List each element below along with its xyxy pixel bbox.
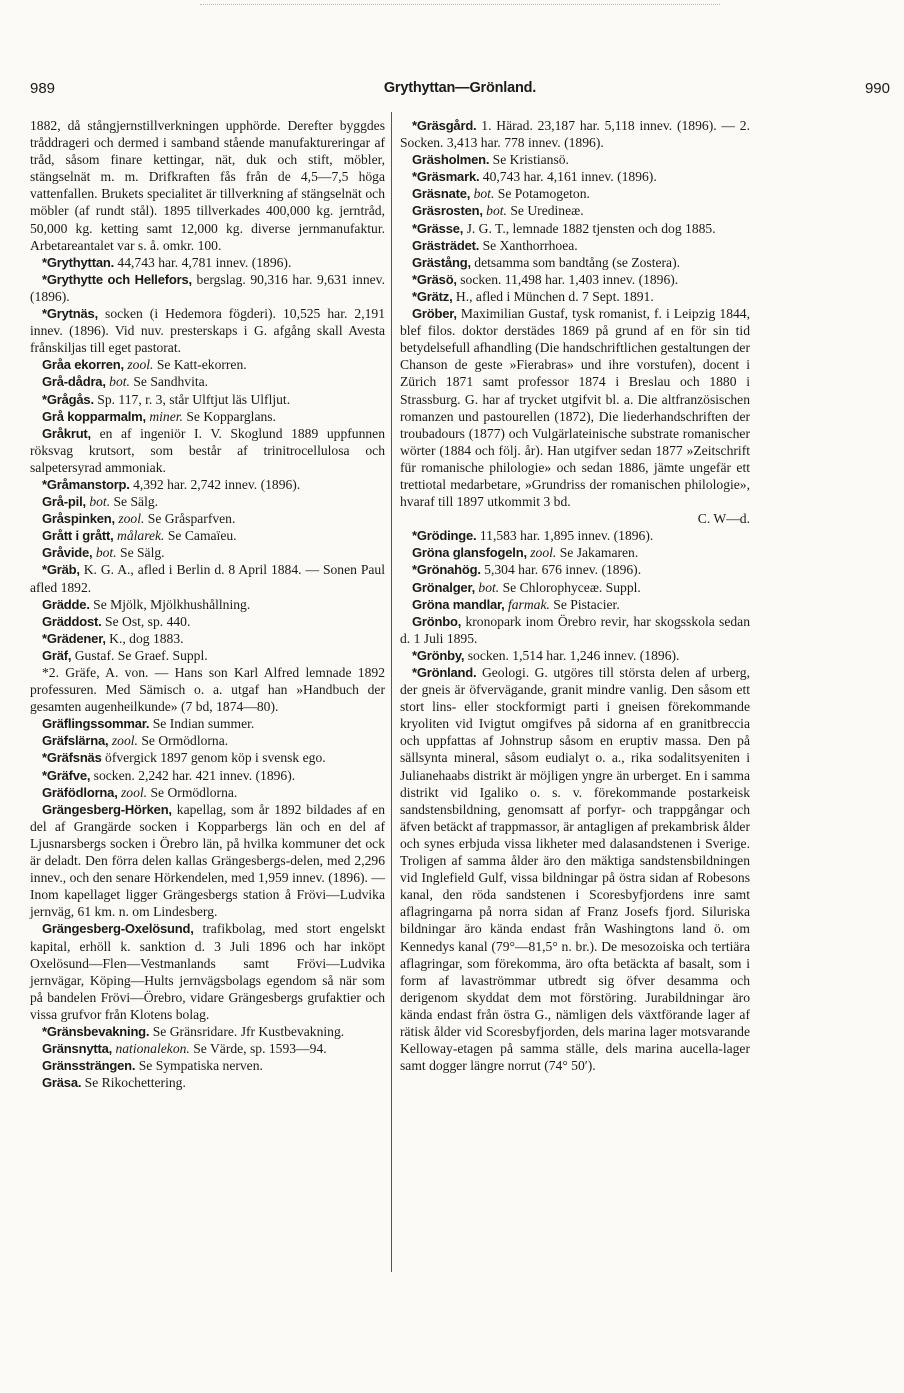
entry-headword: *Gräb, bbox=[42, 562, 80, 578]
dictionary-entry bbox=[30, 784, 385, 801]
entry-text: 5,304 har. 676 innev. (1896). bbox=[480, 562, 642, 578]
left-column bbox=[30, 117, 385, 1091]
entry-headword: Gröber, bbox=[412, 306, 457, 322]
scan-edge-artifact bbox=[200, 4, 720, 5]
entry-headword: *Gråmanstorp. bbox=[42, 476, 130, 492]
entry-headword: Grå-dådra, bbox=[42, 374, 106, 390]
dictionary-entry bbox=[30, 544, 385, 561]
entry-headword: Grönbo, bbox=[412, 613, 462, 629]
entry-headword: Gröna mandlar, bbox=[412, 596, 505, 612]
entry-text: *2. Gräfe, A. von. — Hans son Karl Alfred lemnade 1892 professuren. Med Sämisch o. a. utgaf han »Handbuch der gesamten augenheilkunde» (7 bd, 1874—80). bbox=[30, 665, 385, 715]
entry-field-label: bot. bbox=[482, 203, 507, 219]
dictionary-entry bbox=[400, 237, 750, 254]
entry-headword: Gröna glansfogeln, bbox=[412, 545, 527, 561]
entry-headword: *Grönland. bbox=[412, 665, 477, 680]
entry-headword: Gråvide, bbox=[42, 545, 93, 561]
entry-text: 4,392 har. 2,742 innev. (1896). bbox=[129, 476, 301, 492]
dictionary-entry bbox=[30, 117, 385, 254]
dictionary-entry bbox=[30, 391, 385, 408]
dictionary-entry bbox=[30, 493, 385, 510]
entry-field-label: bot. bbox=[105, 374, 130, 390]
entry-headword: Gräfslärna, bbox=[42, 733, 109, 749]
dictionary-entry bbox=[400, 647, 750, 664]
dictionary-entry bbox=[30, 920, 385, 1023]
dictionary-entry bbox=[30, 1040, 385, 1057]
dictionary-entry bbox=[30, 1057, 385, 1074]
dictionary-entry bbox=[30, 647, 385, 664]
author-signature: C. W—d. bbox=[697, 511, 750, 527]
entry-headword: Gräf, bbox=[42, 647, 72, 663]
entry-field-label: målarek. bbox=[113, 528, 165, 544]
entry-headword: Gräsnate, bbox=[412, 186, 471, 202]
entry-headword: *Gräfve, bbox=[42, 767, 91, 783]
dictionary-entry bbox=[400, 579, 750, 596]
entry-headword: *Grässe, bbox=[412, 220, 464, 236]
entry-headword: Grönalger, bbox=[412, 579, 476, 595]
entry-headword: Grått i grått, bbox=[42, 528, 114, 544]
entry-text: Se Gråsparfven. bbox=[144, 511, 236, 527]
entry-text: Se Chlorophyceæ. Suppl. bbox=[499, 579, 641, 595]
entry-text: en af ingeniör I. V. Skoglund 1889 uppfunnen röksvag krutsort, som består af trinitrocellulosa och salpetersyrad ammoniak. bbox=[30, 425, 385, 475]
dictionary-entry bbox=[30, 664, 385, 715]
entry-headword: Gräfödlorna, bbox=[42, 784, 118, 800]
column-divider bbox=[391, 112, 392, 1272]
entry-text: Se Kristiansö. bbox=[489, 152, 569, 168]
entry-text: Sp. 117, r. 3, står Ulftjut läs Ulfljut. bbox=[93, 391, 291, 407]
entry-text: Gustaf. Se Graef. Suppl. bbox=[71, 647, 208, 663]
dictionary-entry bbox=[400, 613, 750, 647]
entry-headword: *Grågås. bbox=[42, 391, 94, 407]
entry-headword: *Grödinge. bbox=[412, 528, 477, 544]
entry-field-label: zool. bbox=[117, 784, 148, 800]
dictionary-entry bbox=[30, 425, 385, 476]
dictionary-entry bbox=[30, 510, 385, 527]
entry-field-label: zool. bbox=[123, 357, 154, 373]
page-number-right: 990 bbox=[864, 80, 890, 97]
entry-field-label: bot. bbox=[470, 186, 495, 202]
dictionary-entry bbox=[30, 527, 385, 544]
dictionary-entry bbox=[30, 408, 385, 425]
entry-text: Se Katt-ekorren. bbox=[153, 357, 247, 373]
entry-text: Se Värde, sp. 1593—94. bbox=[189, 1041, 327, 1057]
dictionary-entry bbox=[400, 305, 750, 510]
entry-text: detsamma som bandtång (se Zostera). bbox=[470, 254, 681, 270]
dictionary-entry bbox=[400, 220, 750, 237]
entry-text: kronopark inom Örebro revir, har skogsskola sedan d. 1 Juli 1895. bbox=[400, 613, 750, 646]
entry-text: Se Sälg. bbox=[110, 494, 159, 510]
entry-headword: Grästrädet. bbox=[412, 237, 480, 253]
entry-text: Se Pistacier. bbox=[549, 596, 620, 612]
entry-headword: Gräsa. bbox=[42, 1075, 82, 1091]
entry-field-label: nationalekon. bbox=[112, 1041, 190, 1057]
dictionary-entry bbox=[30, 630, 385, 647]
dictionary-entry bbox=[400, 185, 750, 202]
dictionary-entry bbox=[400, 254, 750, 271]
entry-text: socken. 2,242 har. 421 innev. (1896). bbox=[90, 767, 296, 783]
entry-headword: Gränsnytta, bbox=[42, 1041, 113, 1057]
entry-text: Se Uredineæ. bbox=[506, 203, 584, 219]
entry-text: 1. Härad. 23,187 har. 5,118 innev. (1896). — 2. Socken. 3,413 har. 778 innev. (1896). bbox=[400, 118, 750, 151]
entry-text: H., afled i München d. 7 Sept. 1891. bbox=[452, 288, 654, 304]
entry-headword: Gräsrosten, bbox=[412, 203, 483, 219]
entry-headword: Gräflingssommar. bbox=[42, 716, 150, 732]
entry-text: Se Camaïeu. bbox=[164, 528, 237, 544]
entry-text: 11,583 har. 1,895 innev. (1896). bbox=[476, 528, 654, 544]
entry-text: Se Rikochettering. bbox=[81, 1075, 186, 1091]
entry-text: Geologi. G. utgöres till största delen af urberg, der gneis är öfvervägande, granit mindre vanlig. Den såsom ett stort lins- eller stockformigt parti i gneisen förekommande kryoliten vid Ivigtut omgifves på sidorna af en granitbreccia och uppfattas af Johnstrup såsom en eruptiv massa. Den på sällsynta mineral, såsom eudialyt o. a., rika sodalitsyeniten i Julianehaabs distrikt är möjligen yngre än urberget. En i samma distrikt vid Igaliko o. s. v. förekommande postarkeisk sandstensbildning, genomsatt af porfyr- och trappgångar och äfven betäckt af trappmassor, är antagligen af prekambrisk ålder och synes erbjuda vissa likheter med dalasandstenen i Sverige. Troligen af samma ålder äro den mäktiga sandstensbildningen vid Inglefield Gulf, vissa bildningar på östra sidan af Robesons kanal, den röda sandstenen i Scoresbyfjordens inre samt aflagringarna på norra sidan af Franz Josefs fjord. Siluriska bildningar äro kända endast från Washingtons land ö. om Kennedys kanal (79°—81,5° n. br.). De mesozoiska och tertiära aflagringar, som förekomma, äro ofta betäckta af basalt, som i form af lavaströmmar utbredt sig öfver desamma och derigenom skyddat dem mot förstöring. Jurabildningar äro kända endast från östra G., nämligen dels växtförande lager af rätisk ålder vid Scoresbyfjorden, dels marina lager motsvarande Kelloway-etagen på samma ställe, dels marina aucella-lager samt dogger längre norrut (74° 50′). bbox=[400, 665, 750, 1074]
page-number-left: 989 bbox=[30, 80, 56, 97]
entry-headword: Gråspinken, bbox=[42, 511, 115, 527]
dictionary-entry bbox=[400, 168, 750, 185]
entry-headword: *Grönby, bbox=[412, 647, 465, 663]
dictionary-entry bbox=[30, 373, 385, 390]
dictionary-entry bbox=[400, 561, 750, 578]
entry-text: Se Ormödlorna. bbox=[147, 784, 238, 800]
entry-headword: *Grytnäs, bbox=[42, 306, 99, 322]
entry-headword: Gråkrut, bbox=[42, 425, 91, 441]
running-title: Grythyttan—Grönland. bbox=[383, 80, 537, 96]
entry-text: Se Sandhvita. bbox=[129, 374, 209, 390]
dictionary-entry bbox=[400, 117, 750, 151]
entry-headword: *Grönahög. bbox=[412, 562, 481, 578]
entry-headword: *Grythyttan. bbox=[42, 254, 115, 270]
dictionary-entry bbox=[400, 527, 750, 544]
entry-headword: Grängesberg-Hörken, bbox=[42, 801, 172, 817]
dictionary-entry bbox=[30, 749, 385, 766]
entry-text: 1882, då stångjernstillverkningen upphörde. Derefter byggdes tråddrageri och dermed i samband stående manufaktureringar af tråd, såsom finare kettingar, nät, duk och stift, möbler, stängselnät m. m. Drifkraften fås från de 4,5—7,5 höga vattenfallen. Brukets specialitet är tillverkning af stängselnät och möbler (af rundt stål). 1895 tillverkades 400,000 kg. jerntråd, 50,000 kg. ketting samt 12,000 kg. diverse jernmanufaktur. Arbetareantalet var s. å. omkr. 100. bbox=[30, 118, 385, 253]
entry-text: Maximilian Gustaf, tysk romanist, f. i Leipzig 1844, blef filos. doktor derstädes 1869 på grund af en för sin tid betydelsefull afhandling (Die handschriftlichen gestaltungen der Chanson de geste »Fierabras» und ihre vorstufen), docent i Zürich 1871 samt professor 1874 i Breslau och 1880 i Strassburg. G. har af trycket utgifvit bl. a. Die altfranzösischen romanzen und pastourellen (1872), Die liederhandschriften der troubadours (1877) och Vulgärlateinische substrate romanischer wörter (1884 och följ. år). Han utgifver sedan 1877 »Zeitschrift für romanische philologie» och sedan 1886, jämte ungefär ett trettiotal medarbetare, »Grundriss der romanischen philologie», hvaraf till 1897 utkommit 3 bd. bbox=[400, 306, 750, 510]
entry-text: Se Ormödlorna. bbox=[137, 733, 229, 749]
entry-headword: Grädde. bbox=[42, 596, 90, 612]
entry-headword: *Gräsö, bbox=[412, 271, 457, 287]
entry-field-label: farmak. bbox=[504, 596, 550, 612]
dictionary-entry bbox=[30, 254, 385, 271]
dictionary-entry bbox=[400, 271, 750, 288]
entry-headword: Gräsholmen. bbox=[412, 152, 490, 168]
entry-headword: *Gränsbevakning. bbox=[42, 1023, 150, 1039]
entry-text: Se Xanthorrhoea. bbox=[479, 237, 578, 253]
right-column bbox=[400, 117, 750, 1074]
entry-headword: *Grythytte och Hellefors, bbox=[42, 271, 192, 287]
dictionary-entry bbox=[30, 356, 385, 373]
entry-text: socken. 11,498 har. 1,403 innev. (1896). bbox=[456, 271, 679, 287]
dictionary-entry bbox=[30, 305, 385, 356]
entry-text: kapellag, som år 1892 bildades af en del af Grangärde socken i Kopparbergs län och en del af Ljusnarsbergs socken i Örebro län, på hvilka kommuner det ock är deladt. Den förra delen kallas Grängesbergs-delen, med 2,296 innev., och den senare Hörkendelen, med 1,959 innev. (1896). — Inom kapellaget ligger Grängesbergs station å Frövi—Ludvika jernväg, 61 km. n. om Lindesberg. bbox=[30, 801, 385, 920]
entry-headword: *Grädener, bbox=[42, 630, 106, 646]
entry-headword: *Gräsgård. bbox=[412, 118, 477, 133]
entry-headword: Grå-pil, bbox=[42, 494, 86, 510]
entry-text: socken. 1,514 har. 1,246 innev. (1896). bbox=[464, 647, 680, 663]
entry-text: Se Potamogeton. bbox=[494, 186, 590, 202]
dictionary-entry bbox=[30, 715, 385, 732]
dictionary-entry bbox=[30, 1074, 385, 1091]
dictionary-entry bbox=[400, 202, 750, 219]
entry-text: Se Gränsridare. Jfr Kustbevakning. bbox=[149, 1023, 345, 1039]
entry-text: Se Ost, sp. 440. bbox=[101, 613, 191, 629]
entry-text: Se Sympatiska nerven. bbox=[135, 1058, 263, 1074]
entry-headword: Gränssträngen. bbox=[42, 1058, 136, 1074]
entry-text: socken (i Hedemora fögderi). 10,525 har. 2,191 innev. (1896). Vid nuv. presterskaps i G. afgång skall Avesta frånskiljas till eget pastorat. bbox=[30, 306, 385, 356]
entry-text: trafikbolag, med stort engelskt kapital, erhöll k. sanktion d. 3 Juli 1896 och har inköpt Oxelösund—Flen—Vestmanlands samt Frövi—Ludvika jernvägar, Köping—Hults jernvägsbolags egendom så när som på bandelen Frövi—Örebro, vidare Grängesbergs grufaktier och vissa grufvor från Klotens bolag. bbox=[30, 921, 385, 1022]
entry-text: Se Indian summer. bbox=[149, 716, 255, 732]
entry-field-label: miner. bbox=[145, 408, 183, 424]
entry-headword: *Gräfsnäs bbox=[42, 750, 102, 766]
entry-field-label: bot. bbox=[92, 545, 117, 561]
entry-headword: *Grätz, bbox=[412, 288, 453, 304]
entry-headword: Gräddost. bbox=[42, 613, 102, 629]
dictionary-entry bbox=[30, 596, 385, 613]
entry-text: J. G. T., lemnade 1882 tjensten och dog 1885. bbox=[463, 220, 716, 236]
entry-text: Se Mjölk, Mjölkhushållning. bbox=[89, 596, 251, 612]
page-header bbox=[30, 80, 890, 100]
entry-text: K. G. A., afled i Berlin d. 8 April 1884. — Sonen Paul afled 1892. bbox=[30, 562, 385, 595]
entry-text: K., dog 1883. bbox=[105, 630, 184, 646]
dictionary-entry bbox=[30, 801, 385, 921]
entry-text: öfvergick 1897 genom köp i svensk ego. bbox=[101, 750, 326, 766]
entry-text: bergslag. 90,316 har. 9,631 innev. (1896). bbox=[30, 271, 385, 304]
entry-text: 44,743 har. 4,781 innev. (1896). bbox=[114, 254, 292, 270]
dictionary-entry bbox=[400, 288, 750, 305]
entry-field-label: zool. bbox=[108, 733, 138, 749]
entry-headword: Grå kopparmalm, bbox=[42, 408, 146, 424]
entry-field-label: zool. bbox=[526, 545, 557, 561]
dictionary-entry bbox=[400, 151, 750, 168]
entry-headword: Gråa ekorren, bbox=[42, 357, 124, 373]
entry-headword: Grängesberg-Oxelösund, bbox=[42, 921, 194, 937]
dictionary-entry bbox=[400, 544, 750, 561]
entry-field-label: zool. bbox=[114, 511, 145, 527]
entry-field-label: bot. bbox=[85, 494, 111, 510]
dictionary-entry bbox=[30, 613, 385, 630]
entry-text: Se Kopparglans. bbox=[182, 408, 276, 424]
entry-field-label: bot. bbox=[475, 579, 500, 595]
entry-text: Se Sälg. bbox=[116, 545, 165, 561]
dictionary-entry bbox=[30, 767, 385, 784]
dictionary-entry bbox=[30, 271, 385, 305]
entry-headword: Grästång, bbox=[412, 254, 471, 270]
dictionary-entry bbox=[30, 1023, 385, 1040]
dictionary-entry bbox=[30, 561, 385, 595]
entry-text: 40,743 har. 4,161 innev. (1896). bbox=[479, 169, 657, 185]
dictionary-entry bbox=[400, 664, 750, 1074]
entry-headword: *Gräsmark. bbox=[412, 169, 480, 185]
dictionary-entry bbox=[30, 476, 385, 493]
dictionary-entry bbox=[30, 732, 385, 749]
dictionary-entry bbox=[400, 596, 750, 613]
entry-text: Se Jakamaren. bbox=[556, 545, 639, 561]
